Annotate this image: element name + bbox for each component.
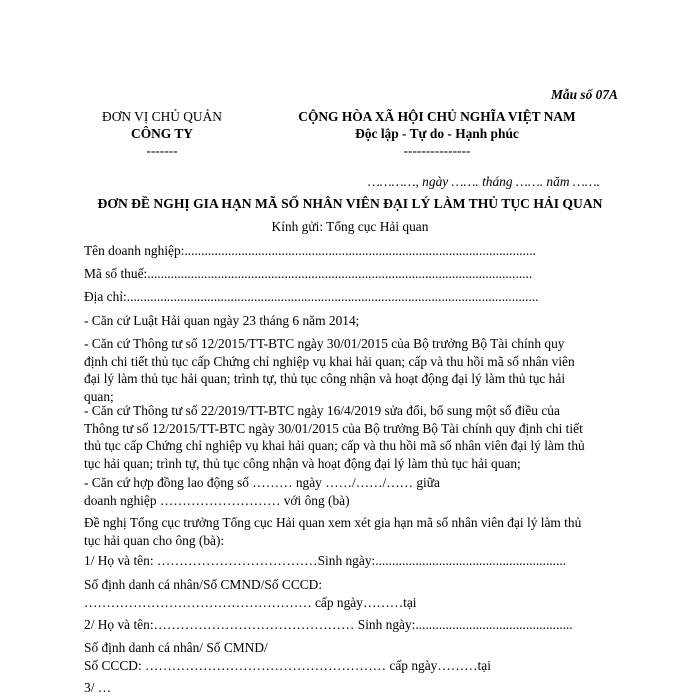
left-header-rule: -------	[146, 143, 178, 158]
basis-circular-2019-line: Thông tư số 12/2015/TT-BTC ngày 30/01/2015 của Bộ trưởng Bộ Tài chính quy định chi tiết	[84, 420, 583, 436]
basis-circular-2015-line: đại lý làm thủ tục hải quan; trình tự, thủ tục công nhận và hoạt động đại lý làm thủ tục hải	[84, 371, 566, 386]
document-title: ĐƠN ĐỀ NGHỊ GIA HẠN MÃ SỐ NHÂN VIÊN ĐẠI LÝ LÀM THỦ TỤC HẢI QUAN	[97, 196, 603, 211]
request-line: tục hải quan cho ông (bà):	[84, 532, 225, 548]
addressee: Kính gửi: Tổng cục Hải quan	[271, 219, 429, 234]
company-name-field: Tên doanh nghiệp:.........................................................................................................	[84, 243, 536, 258]
basis-circular-2019-line: tục hải quan; trình tự, thủ tục công nhận và hoạt động đại lý làm thủ tục hải quan;	[84, 455, 521, 471]
basis-circular-2019-line: thủ tục cấp Chứng chỉ nghiệp vụ khai hải quan; cấp và thu hồi mã số nhân viên đại lý làm thủ	[84, 438, 585, 453]
person-2-name: 2/ Họ và tên:……………………………………… Sinh ngày:...............................................	[84, 617, 573, 632]
person-1-id	[84, 576, 618, 611]
left-header-company: CÔNG TY	[131, 126, 193, 141]
right-header-rule: ---------------	[403, 143, 471, 158]
basis-circular-2015	[84, 335, 618, 405]
basis-labor-contract-line: doanh nghiệp ……………………… với ông (bà)	[84, 492, 350, 508]
request-line: Đề nghị Tổng cục trưởng Tổng cục Hải quan xem xét gia hạn mã số nhân viên đại lý làm thủ	[84, 515, 582, 530]
person-3-placeholder: 3/ …	[84, 680, 112, 695]
form-number: Mẫu số 07A	[551, 87, 618, 102]
basis-circular-2015-line: quan;	[84, 388, 114, 404]
person-2-id-label: Số định danh cá nhân/ Số CMND/	[84, 640, 268, 655]
basis-labor-contract-line: - Căn cứ hợp đồng lao động số ……… ngày ……/……/…… giữa	[84, 475, 440, 490]
person-2-id-line: Số CCCD: ……………………………………………… cấp ngày………tại	[84, 657, 491, 673]
right-header	[278, 108, 596, 159]
national-title: CỘNG HÒA XÃ HỘI CHỦ NGHĨA VIỆT NAM	[298, 109, 576, 124]
tax-code-field: Mã số thuế:...................................................................................................................	[84, 266, 533, 281]
person-1-id-label: Số định danh cá nhân/Số CMND/Số CCCD:	[84, 577, 323, 592]
basis-circular-2019	[84, 402, 618, 472]
left-header	[86, 108, 238, 159]
basis-circular-2015-line: - Căn cứ Thông tư số 12/2015/TT-BTC ngày 30/01/2015 của Bộ trưởng Bộ Tài chính quy	[84, 336, 565, 351]
basis-circular-2015-line: định chi tiết thủ tục cấp Chứng chỉ nghiệp vụ khai hải quan; cấp và thu hồi mã số nhân viên	[84, 353, 575, 369]
national-motto: Độc lập - Tự do - Hạnh phúc	[355, 126, 519, 141]
person-1-id-line: …………………………………………… cấp ngày………tại	[84, 594, 417, 610]
basis-labor-contract	[84, 474, 618, 509]
basis-circular-2019-line: - Căn cứ Thông tư số 22/2019/TT-BTC ngày 16/4/2019 sửa đổi, bổ sung một số điều của	[84, 403, 560, 418]
person-1-name: 1/ Họ và tên: ………………………………Sinh ngày:.........................................................	[84, 553, 567, 568]
person-2-id	[84, 639, 618, 674]
date-line: …………, ngày ……. tháng ……. năm …….	[367, 174, 600, 189]
request-paragraph	[84, 514, 618, 549]
left-header-line1: ĐƠN VỊ CHỦ QUẢN	[102, 109, 222, 124]
basis-law: - Căn cứ Luật Hải quan ngày 23 tháng 6 năm 2014;	[84, 313, 360, 328]
address-field: Địa chỉ:...........................................................................................................................	[84, 289, 539, 304]
